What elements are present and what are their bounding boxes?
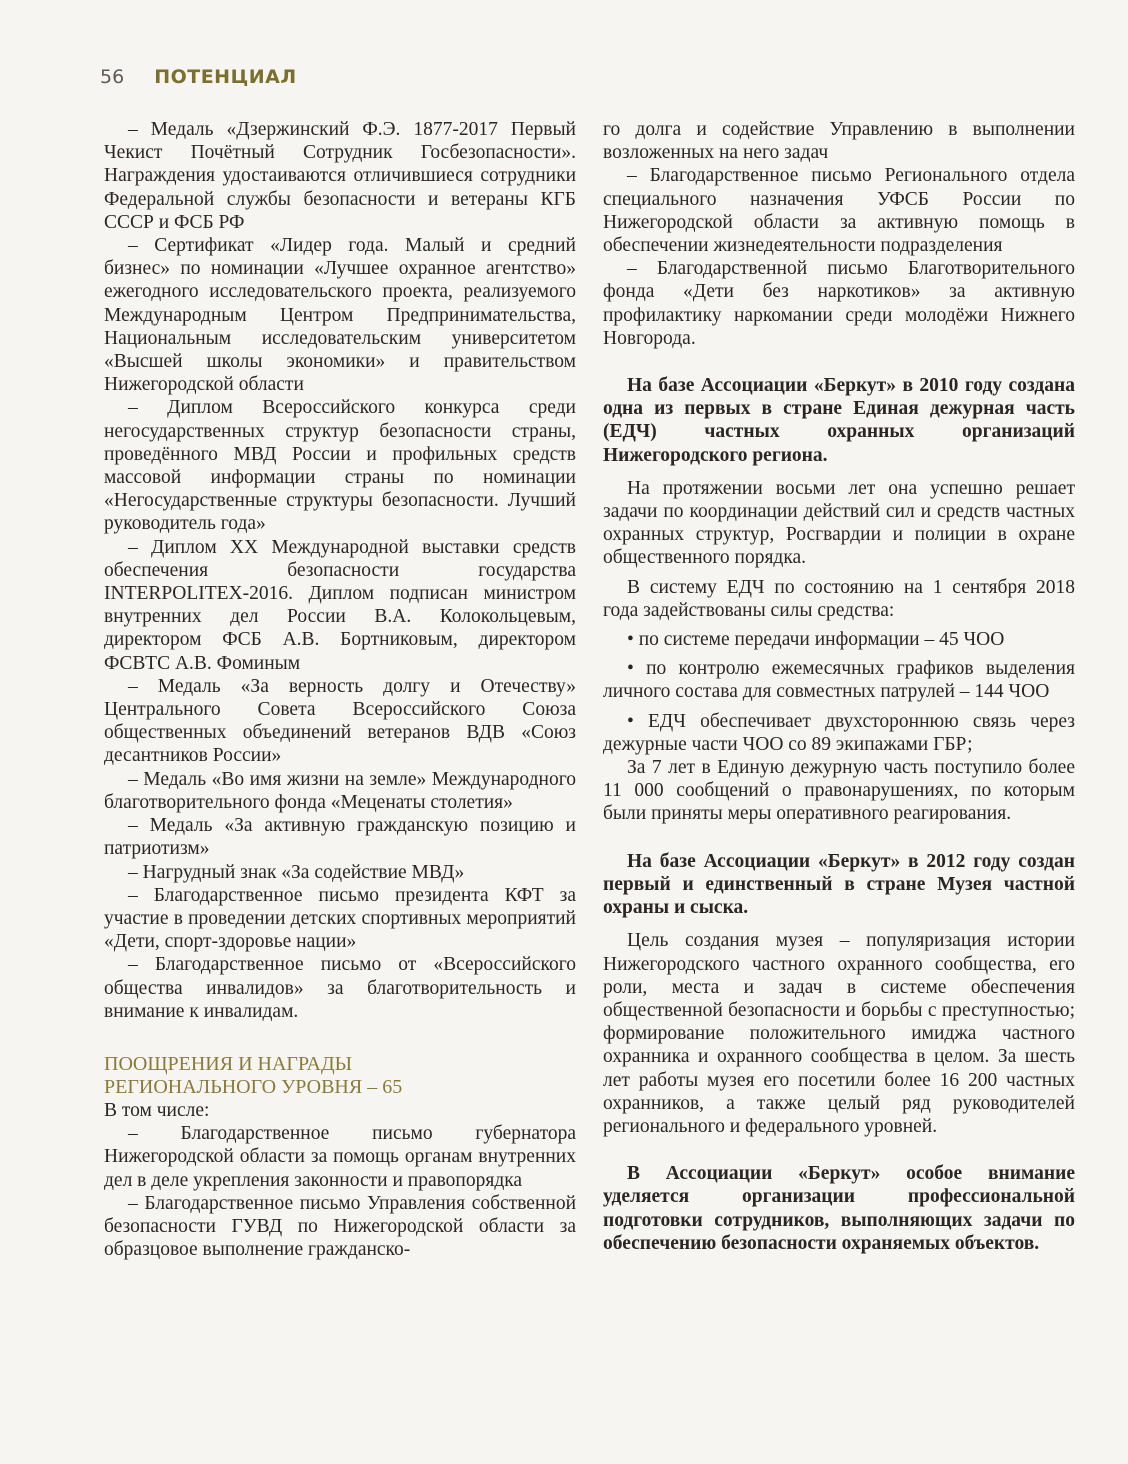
museum-paragraph: Цель создания музея – популяризация истории Нижегородского частного охранного сообщества, его роли, места и задач в системе обеспечения общественной безопасности и борьбы с преступностью; формирование положительного имиджа частного охранника и охранного сообщества в целом. За шесть лет работы музея его посетили более 16 200 частных охранников, а также целый ряд руководителей регионального и федерального уровней. xyxy=(603,930,1075,1137)
page-header xyxy=(100,66,297,88)
award-paragraph: – Благодарственное письмо Регионального отдела специального назначения УФСБ России по Нижегородской области за активную помощь в обеспечении жизнедеятельности подразделения xyxy=(603,165,1075,257)
award-paragraph: – Медаль «Дзержинский Ф.Э. 1877-2017 Первый Чекист Почётный Сотрудник Госбезопасности». Награждения удостаиваются отличившиеся сотрудники Федеральной службы безопасности и ветераны КГБ СССР и ФСБ РФ xyxy=(104,119,576,233)
edc-bullet: • по системе передачи информации – 45 ЧОО xyxy=(627,629,1005,651)
award-paragraph: – Благодарственное письмо президента КФТ за участие в проведении детских спортивных мероприятий «Дети, спорт-здоровье нации» xyxy=(104,884,576,953)
award-paragraph: – Медаль «За активную гражданскую позицию и патриотизм» xyxy=(104,815,576,860)
regional-awards-heading-line: ПООЩРЕНИЯ И НАГРАДЫ xyxy=(104,1052,353,1075)
regional-intro: В том числе: xyxy=(104,1099,210,1121)
training-highlight: В Ассоциации «Беркут» особое внимание уделяется организации профессиональной подготовки сотрудников, выполняющих задачи по обеспечению безопасности охраняемых объектов. xyxy=(603,1163,1075,1254)
continuation-paragraph: го долга и содействие Управлению в выполнении возложенных на него задач xyxy=(603,119,1075,164)
right-column xyxy=(603,118,1075,1255)
edc-paragraph: На протяжении восьми лет она успешно решает задачи по координации действий сил и средств частных охранных структур, Росгвардии и полиции в охране общественного порядка. xyxy=(603,477,1075,569)
edc-bullet: • ЕДЧ обеспечивает двухстороннюю связь через дежурные части ЧОО со 89 экипажами ГБР; xyxy=(603,710,1075,755)
award-paragraph: – Благодарственное письмо губернатора Нижегородской области за помощь органам внутренних дел в деле укрепления законности и правопорядка xyxy=(104,1123,576,1191)
museum-highlight: На базе Ассоциации «Беркут» в 2012 году создан первый и единственный в стране Музея частной охраны и сыска. xyxy=(603,850,1075,919)
edc-paragraph: За 7 лет в Единую дежурную часть поступило более 11 000 сообщений о правонарушениях, по которым были приняты меры оперативного реагирования. xyxy=(603,757,1075,825)
edc-bullet: • по контролю ежемесячных графиков выделения личного состава для совместных патрулей – 144 ЧОО xyxy=(603,658,1075,703)
award-paragraph: – Сертификат «Лидер года. Малый и средний бизнес» по номинации «Лучшее охранное агентство» ежегодного исследовательского проекта, реализуемого Международным Центром Предпринимательства, Национальным исследовательским университетом «Высшей школы экономики» и правительством Нижегородской области xyxy=(104,235,576,396)
regional-awards-heading xyxy=(104,1053,576,1099)
award-paragraph: – Нагрудный знак «За содействие МВД» xyxy=(128,861,465,883)
award-paragraph: – Благодарственное письмо от «Всероссийского общества инвалидов» за благотворительность и внимание к инвалидам. xyxy=(104,954,576,1022)
page-number: 56 xyxy=(100,66,125,88)
section-title: ПОТЕНЦИАЛ xyxy=(154,66,297,88)
award-paragraph: – Медаль «За верность долгу и Отечеству» Центрального Совета Всероссийского Союза общественных объединений ветеранов ВДВ «Союз десантников России» xyxy=(104,675,576,767)
award-paragraph: – Медаль «Во имя жизни на земле» Международного благотворительного фонда «Меценаты столетия» xyxy=(104,768,576,813)
left-column xyxy=(104,118,576,1261)
award-paragraph: – Благодарственной письмо Благотворительного фонда «Дети без наркотиков» за активную профилактику наркомании среди молодёжи Нижнего Новгорода. xyxy=(603,258,1075,349)
regional-awards-heading-line: РЕГИОНАЛЬНОГО УРОВНЯ – 65 xyxy=(104,1075,403,1098)
edc-highlight: На базе Ассоциации «Беркут» в 2010 году создана одна из первых в стране Единая дежурная часть (ЕДЧ) частных охранных организаций Нижегородского региона. xyxy=(603,375,1075,466)
award-paragraph: – Диплом Всероссийского конкурса среди негосударственных структур безопасности страны, проведённого МВД России и профильных средств массовой информации страны по номинации «Негосударственные структуры безопасности. Лучший руководитель года» xyxy=(104,397,576,535)
award-paragraph: – Благодарственное письмо Управления собственной безопасности ГУВД по Нижегородской области за образцовое выполнение гражданско- xyxy=(104,1192,576,1261)
edc-paragraph: В систему ЕДЧ по состоянию на 1 сентября 2018 года задействованы силы средства: xyxy=(603,576,1075,621)
award-paragraph: – Диплом XX Международной выставки средств обеспечения безопасности государства INTERPOLITEX-2016. Диплом подписан министром внутренних дел России В.А. Колокольцевым, директором ФСБ А.В. Бортниковым, директором ФСВТС А.В. Фоминым xyxy=(104,536,576,674)
